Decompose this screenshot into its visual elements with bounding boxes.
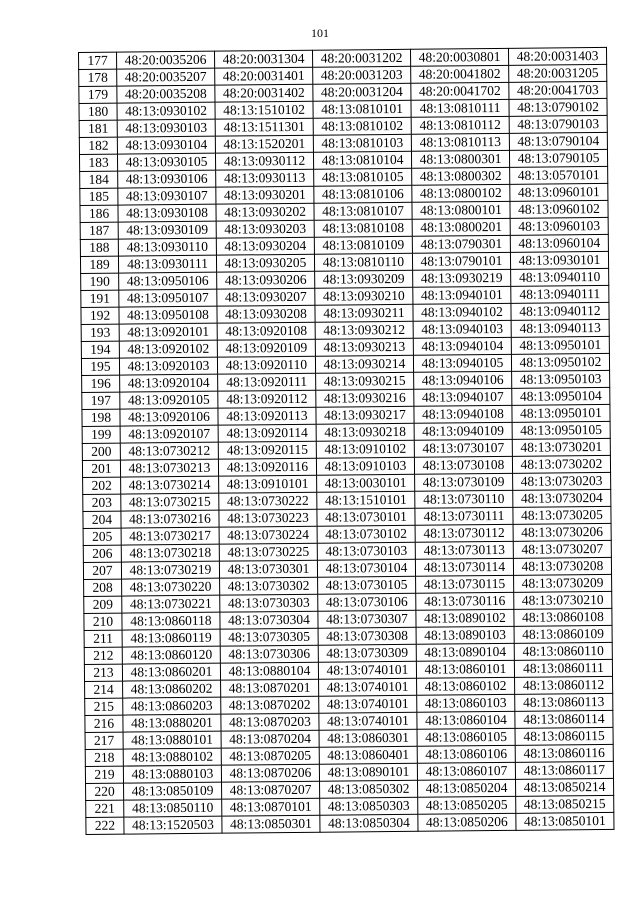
cadastral-number-cell: 48:13:0930204 — [216, 237, 314, 255]
cadastral-number-cell: 48:13:0740101 — [319, 712, 417, 730]
row-number: 196 — [82, 375, 120, 392]
cadastral-number-cell: 48:13:0800302 — [412, 167, 510, 185]
cadastral-number-cell: 48:13:0810107 — [314, 202, 412, 220]
row-number: 205 — [83, 528, 121, 545]
cadastral-number-cell: 48:13:0880102 — [123, 748, 221, 766]
cadastral-number-cell: 48:13:0810106 — [314, 185, 412, 203]
cadastral-number-cell: 48:13:0930217 — [316, 406, 414, 424]
cadastral-number-cell: 48:13:0730115 — [416, 575, 514, 593]
row-number: 221 — [86, 800, 124, 817]
cadastral-number-cell: 48:13:0910102 — [316, 440, 414, 458]
cadastral-number-cell: 48:13:0880201 — [123, 714, 221, 732]
cadastral-number-cell: 48:13:0850101 — [516, 812, 614, 830]
cadastral-number-cell: 48:13:0730224 — [219, 526, 317, 544]
cadastral-number-cell: 48:13:0940107 — [414, 388, 512, 406]
cadastral-number-cell: 48:20:0030801 — [410, 48, 508, 66]
cadastral-number-cell: 48:13:0740101 — [319, 695, 417, 713]
cadastral-number-cell: 48:13:0810113 — [411, 133, 509, 151]
cadastral-number-cell: 48:20:0031202 — [312, 49, 410, 67]
cadastral-number-cell: 48:13:0860118 — [122, 612, 220, 630]
cadastral-number-cell: 48:13:0730221 — [122, 595, 220, 613]
cadastral-number-cell: 48:13:0860116 — [515, 744, 613, 762]
cadastral-number-cell: 48:13:0940110 — [511, 268, 609, 286]
cadastral-number-cell: 48:13:0570101 — [510, 166, 608, 184]
cadastral-number-cell: 48:13:0930219 — [413, 269, 511, 287]
row-number: 209 — [84, 596, 122, 613]
cadastral-number-cell: 48:13:0950103 — [512, 370, 610, 388]
cadastral-number-cell: 48:13:0940101 — [413, 286, 511, 304]
cadastral-number-cell: 48:13:0930212 — [315, 321, 413, 339]
cadastral-number-cell: 48:13:0860111 — [514, 659, 612, 677]
cadastral-number-cell: 48:13:0850215 — [516, 795, 614, 813]
cadastral-number-cell: 48:13:0940111 — [511, 285, 609, 303]
cadastral-number-cell: 48:13:0870203 — [221, 713, 319, 731]
row-number: 211 — [84, 630, 122, 647]
cadastral-number-cell: 48:13:0930208 — [217, 305, 315, 323]
cadastral-number-cell: 48:13:0930109 — [118, 221, 216, 239]
cadastral-number-cell: 48:13:0930107 — [118, 187, 216, 205]
cadastral-number-cell: 48:13:0860106 — [417, 745, 515, 763]
cadastral-number-cell: 48:13:0930104 — [117, 136, 215, 154]
cadastral-number-cell: 48:13:1510101 — [317, 491, 415, 509]
cadastral-number-cell: 48:13:0730205 — [513, 506, 611, 524]
cadastral-number-cell: 48:13:0860108 — [514, 608, 612, 626]
cadastral-number-cell: 48:13:0810101 — [313, 100, 411, 118]
row-number: 195 — [81, 358, 119, 375]
cadastral-number-cell: 48:13:0930202 — [216, 203, 314, 221]
cadastral-number-cell: 48:13:0860103 — [417, 694, 515, 712]
cadastral-number-cell: 48:13:0730214 — [121, 476, 219, 494]
cadastral-number-cell: 48:13:0810109 — [314, 236, 412, 254]
cadastral-number-cell: 48:13:0870101 — [222, 798, 320, 816]
cadastral-number-cell: 48:13:0790105 — [509, 149, 607, 167]
cadastral-number-cell: 48:13:0930110 — [118, 238, 216, 256]
cadastral-number-cell: 48:13:0940109 — [414, 422, 512, 440]
cadastral-number-cell: 48:13:0800301 — [411, 150, 509, 168]
cadastral-number-cell: 48:13:0860101 — [416, 660, 514, 678]
cadastral-number-cell: 48:13:0810111 — [411, 99, 509, 117]
cadastral-number-cell: 48:13:0730215 — [121, 493, 219, 511]
cadastral-number-cell: 48:13:0730105 — [318, 576, 416, 594]
cadastral-number-cell: 48:13:0730112 — [415, 524, 513, 542]
cadastral-number-cell: 48:13:0870202 — [221, 696, 319, 714]
cadastral-number-cell: 48:13:0920103 — [119, 357, 217, 375]
cadastral-number-cell: 48:13:0920112 — [218, 390, 316, 408]
cadastral-number-cell: 48:13:0730307 — [318, 610, 416, 628]
cadastral-number-cell: 48:20:0031205 — [509, 64, 607, 82]
row-number: 190 — [81, 273, 119, 290]
cadastral-number-cell: 48:13:0730206 — [513, 523, 611, 541]
cadastral-number-cell: 48:13:0810103 — [313, 134, 411, 152]
cadastral-number-cell: 48:13:0730116 — [416, 592, 514, 610]
row-number: 210 — [84, 613, 122, 630]
row-number: 222 — [86, 817, 124, 834]
cadastral-number-cell: 48:13:0930210 — [315, 287, 413, 305]
cadastral-number-cell: 48:20:0031401 — [215, 67, 313, 85]
cadastral-number-cell: 48:13:0860401 — [319, 746, 417, 764]
cadastral-number-cell: 48:13:0960104 — [510, 234, 608, 252]
cadastral-number-cell: 48:13:0800102 — [412, 184, 510, 202]
cadastral-number-cell: 48:13:0930203 — [216, 220, 314, 238]
cadastral-number-cell: 48:13:0860112 — [515, 676, 613, 694]
cadastral-number-cell: 48:13:0860201 — [122, 663, 220, 681]
cadastral-number-cell: 48:13:0920104 — [120, 374, 218, 392]
cadastral-number-cell: 48:13:0930214 — [315, 355, 413, 373]
cadastral-number-cell: 48:13:0920109 — [217, 339, 315, 357]
cadastral-number-cell: 48:13:0930218 — [316, 423, 414, 441]
cadastral-number-cell: 48:13:0930112 — [215, 152, 313, 170]
cadastral-number-cell: 48:13:0950102 — [511, 353, 609, 371]
cadastral-number-cell: 48:13:0730309 — [318, 644, 416, 662]
cadastral-number-cell: 48:20:0031402 — [215, 84, 313, 102]
cadastral-number-cell: 48:13:0730304 — [220, 611, 318, 629]
cadastral-number-cell: 48:13:0850214 — [516, 778, 614, 796]
row-number: 198 — [82, 409, 120, 426]
cadastral-number-cell: 48:13:0860301 — [319, 729, 417, 747]
cadastral-number-cell: 48:20:0041802 — [411, 65, 509, 83]
cadastral-number-cell: 48:13:0730207 — [513, 540, 611, 558]
cadastral-number-cell: 48:13:0930113 — [216, 169, 314, 187]
cadastral-number-cell: 48:13:0930209 — [315, 270, 413, 288]
cadastral-number-cell: 48:13:0960102 — [510, 200, 608, 218]
cadastral-number-cell: 48:13:0730204 — [513, 489, 611, 507]
cadastral-number-cell: 48:13:0850204 — [418, 779, 516, 797]
cadastral-number-cell: 48:13:0730102 — [317, 525, 415, 543]
cadastral-number-cell: 48:13:0950104 — [512, 387, 610, 405]
cadastral-number-cell: 48:13:0930215 — [316, 372, 414, 390]
cadastral-number-cell: 48:13:0730216 — [121, 510, 219, 528]
cadastral-number-cell: 48:13:0730301 — [219, 560, 317, 578]
cadastral-number-cell: 48:13:0930105 — [117, 153, 215, 171]
cadastral-number-cell: 48:13:0730218 — [121, 544, 219, 562]
cadastral-number-cell: 48:13:0920107 — [120, 425, 218, 443]
cadastral-number-cell: 48:13:0730108 — [414, 456, 512, 474]
cadastral-number-cell: 48:13:0930101 — [510, 251, 608, 269]
cadastral-number-cell: 48:20:0035208 — [117, 85, 215, 103]
cadastral-number-cell: 48:13:0800101 — [412, 201, 510, 219]
cadastral-number-cell: 48:13:0800201 — [412, 218, 510, 236]
cadastral-number-cell: 48:13:0730302 — [220, 577, 318, 595]
cadastral-number-cell: 48:13:0730209 — [514, 574, 612, 592]
cadastral-number-cell: 48:13:0930213 — [315, 338, 413, 356]
cadastral-number-cell: 48:13:0910101 — [219, 475, 317, 493]
cadastral-number-cell: 48:13:0960101 — [510, 183, 608, 201]
row-number: 207 — [83, 562, 121, 579]
cadastral-number-cell: 48:13:0930207 — [217, 288, 315, 306]
cadastral-number-cell: 48:13:0950101 — [512, 404, 610, 422]
cadastral-number-cell: 48:13:0950106 — [119, 272, 217, 290]
cadastral-number-cell: 48:13:0930111 — [118, 255, 216, 273]
row-number: 212 — [84, 647, 122, 664]
cadastral-number-cell: 48:13:0870206 — [221, 764, 319, 782]
cadastral-number-cell: 48:13:0730114 — [415, 558, 513, 576]
cadastral-number-cell: 48:13:0810104 — [313, 151, 411, 169]
cadastral-number-cell: 48:13:0730308 — [318, 627, 416, 645]
cadastral-number-cell: 48:13:0890104 — [416, 643, 514, 661]
cadastral-numbers-table — [78, 47, 614, 835]
cadastral-number-cell: 48:13:0850110 — [124, 799, 222, 817]
cadastral-number-cell: 48:13:0930108 — [118, 204, 216, 222]
cadastral-number-cell: 48:13:0880104 — [220, 662, 318, 680]
cadastral-number-cell: 48:13:0920111 — [218, 373, 316, 391]
cadastral-number-cell: 48:13:0950107 — [119, 289, 217, 307]
row-number: 186 — [80, 205, 118, 222]
cadastral-number-cell: 48:13:1510102 — [215, 101, 313, 119]
cadastral-number-cell: 48:13:0870205 — [221, 747, 319, 765]
cadastral-number-cell: 48:13:0860109 — [514, 625, 612, 643]
cadastral-number-cell: 48:13:0860120 — [122, 646, 220, 664]
cadastral-number-cell: 48:13:0880101 — [123, 731, 221, 749]
cadastral-number-cell: 48:13:0930201 — [216, 186, 314, 204]
cadastral-number-cell: 48:13:0730223 — [219, 509, 317, 527]
row-number: 197 — [82, 392, 120, 409]
cadastral-number-cell: 48:13:0860203 — [123, 697, 221, 715]
cadastral-number-cell: 48:13:0920108 — [217, 322, 315, 340]
cadastral-number-cell: 48:13:0940102 — [413, 303, 511, 321]
cadastral-number-cell: 48:13:0930206 — [217, 271, 315, 289]
cadastral-number-cell: 48:13:0860202 — [123, 680, 221, 698]
cadastral-number-cell: 48:13:0940106 — [414, 371, 512, 389]
cadastral-number-cell: 48:13:0730210 — [514, 591, 612, 609]
cadastral-number-cell: 48:13:0810110 — [314, 253, 412, 271]
cadastral-number-cell: 48:13:0730220 — [122, 578, 220, 596]
row-number: 189 — [80, 256, 118, 273]
cadastral-number-cell: 48:13:0730222 — [219, 492, 317, 510]
cadastral-number-cell: 48:13:0790104 — [509, 132, 607, 150]
cadastral-number-cell: 48:13:0940103 — [413, 320, 511, 338]
cadastral-number-cell: 48:13:0030101 — [317, 474, 415, 492]
cadastral-number-cell: 48:13:0860104 — [417, 711, 515, 729]
cadastral-number-cell: 48:13:0940108 — [414, 405, 512, 423]
cadastral-number-cell: 48:13:0850304 — [320, 814, 418, 832]
cadastral-number-cell: 48:13:0870201 — [221, 679, 319, 697]
cadastral-number-cell: 48:13:1511301 — [215, 118, 313, 136]
cadastral-number-cell: 48:13:1520201 — [215, 135, 313, 153]
cadastral-number-cell: 48:13:0940112 — [511, 302, 609, 320]
cadastral-number-cell: 48:13:0790102 — [509, 98, 607, 116]
cadastral-number-cell: 48:13:0730202 — [512, 455, 610, 473]
row-number: 191 — [81, 290, 119, 307]
cadastral-number-cell: 48:13:0890102 — [416, 609, 514, 627]
row-number: 203 — [83, 494, 121, 511]
cadastral-number-cell: 48:13:0730103 — [317, 542, 415, 560]
row-number: 181 — [79, 120, 117, 137]
cadastral-number-cell: 48:13:0790101 — [412, 252, 510, 270]
row-number: 182 — [79, 137, 117, 154]
row-number: 215 — [85, 698, 123, 715]
cadastral-number-cell: 48:13:0890103 — [416, 626, 514, 644]
page-number: 101 — [311, 26, 329, 40]
cadastral-number-cell: 48:13:0810105 — [314, 168, 412, 186]
cadastral-number-cell: 48:13:0860105 — [417, 728, 515, 746]
cadastral-number-cell: 48:13:0730217 — [121, 527, 219, 545]
row-number: 204 — [83, 511, 121, 528]
cadastral-number-cell: 48:13:0810108 — [314, 219, 412, 237]
cadastral-number-cell: 48:13:0850205 — [418, 796, 516, 814]
cadastral-number-cell: 48:13:0730104 — [317, 559, 415, 577]
row-number: 218 — [85, 749, 123, 766]
row-number: 201 — [82, 460, 120, 477]
cadastral-number-cell: 48:13:0860119 — [122, 629, 220, 647]
row-number: 199 — [82, 426, 120, 443]
row-number: 187 — [80, 222, 118, 239]
cadastral-number-cell: 48:13:0790301 — [412, 235, 510, 253]
row-number: 184 — [80, 171, 118, 188]
row-number: 217 — [85, 732, 123, 749]
cadastral-number-cell: 48:20:0031304 — [214, 50, 312, 68]
row-number: 208 — [84, 579, 122, 596]
cadastral-number-cell: 48:13:0920101 — [119, 323, 217, 341]
cadastral-number-cell: 48:13:0930216 — [316, 389, 414, 407]
cadastral-number-cell: 48:13:0730109 — [415, 473, 513, 491]
cadastral-number-cell: 48:13:0810102 — [313, 117, 411, 135]
cadastral-number-cell: 48:13:0730306 — [220, 645, 318, 663]
cadastral-number-cell: 48:13:0960103 — [510, 217, 608, 235]
cadastral-number-cell: 48:13:0850303 — [320, 797, 418, 815]
cadastral-number-cell: 48:20:0031403 — [508, 47, 606, 65]
cadastral-number-cell: 48:20:0041702 — [411, 82, 509, 100]
cadastral-number-cell: 48:13:0910103 — [316, 457, 414, 475]
cadastral-number-cell: 48:13:0730201 — [512, 438, 610, 456]
row-number: 194 — [81, 341, 119, 358]
cadastral-number-cell: 48:13:0730107 — [414, 439, 512, 457]
cadastral-number-cell: 48:13:0730113 — [415, 541, 513, 559]
cadastral-number-cell: 48:13:0730225 — [219, 543, 317, 561]
cadastral-number-cell: 48:13:0930103 — [117, 119, 215, 137]
cadastral-number-cell: 48:13:0850302 — [320, 780, 418, 798]
row-number: 180 — [79, 103, 117, 120]
cadastral-number-cell: 48:20:0031203 — [313, 66, 411, 84]
cadastral-number-cell: 48:13:0850206 — [418, 813, 516, 831]
cadastral-number-cell: 48:13:0870204 — [221, 730, 319, 748]
cadastral-number-cell: 48:13:0920105 — [120, 391, 218, 409]
cadastral-number-cell: 48:13:0920102 — [119, 340, 217, 358]
cadastral-number-cell: 48:13:0860117 — [515, 761, 613, 779]
cadastral-number-cell: 48:13:0860107 — [417, 762, 515, 780]
cadastral-number-cell: 48:13:0920114 — [218, 424, 316, 442]
cadastral-number-cell: 48:13:0730106 — [318, 593, 416, 611]
row-number: 200 — [82, 443, 120, 460]
cadastral-number-cell: 48:13:0930102 — [117, 102, 215, 120]
cadastral-number-cell: 48:13:1520503 — [124, 816, 222, 834]
row-number: 193 — [81, 324, 119, 341]
cadastral-number-cell: 48:13:0920113 — [218, 407, 316, 425]
cadastral-number-cell: 48:13:0730111 — [415, 507, 513, 525]
cadastral-number-cell: 48:13:0730219 — [121, 561, 219, 579]
cadastral-number-cell: 48:13:0930106 — [118, 170, 216, 188]
row-number: 216 — [85, 715, 123, 732]
cadastral-number-cell: 48:20:0035207 — [117, 68, 215, 86]
cadastral-number-cell: 48:13:0950105 — [512, 421, 610, 439]
row-number: 178 — [79, 69, 117, 86]
cadastral-number-cell: 48:13:0950101 — [511, 336, 609, 354]
row-number: 206 — [83, 545, 121, 562]
cadastral-number-cell: 48:13:0730203 — [513, 472, 611, 490]
cadastral-number-cell: 48:13:0860115 — [515, 727, 613, 745]
cadastral-number-cell: 48:13:0740101 — [319, 678, 417, 696]
cadastral-number-cell: 48:13:0920106 — [120, 408, 218, 426]
row-number: 202 — [83, 477, 121, 494]
cadastral-number-cell: 48:13:0740101 — [318, 661, 416, 679]
row-number: 179 — [79, 86, 117, 103]
cadastral-number-cell: 48:13:0850109 — [124, 782, 222, 800]
row-number: 192 — [81, 307, 119, 324]
cadastral-number-cell: 48:13:0730208 — [513, 557, 611, 575]
cadastral-number-cell: 48:13:0880103 — [123, 765, 221, 783]
cadastral-number-cell: 48:13:0730303 — [220, 594, 318, 612]
row-number: 219 — [85, 766, 123, 783]
row-number: 177 — [79, 52, 117, 69]
cadastral-number-cell: 48:13:0930205 — [216, 254, 314, 272]
cadastral-number-cell: 48:13:0940113 — [511, 319, 609, 337]
row-number: 188 — [80, 239, 118, 256]
cadastral-number-cell: 48:13:0860110 — [514, 642, 612, 660]
row-number: 183 — [79, 154, 117, 171]
cadastral-number-cell: 48:13:0850301 — [222, 815, 320, 833]
row-number: 213 — [84, 664, 122, 681]
cadastral-number-cell: 48:13:0890101 — [319, 763, 417, 781]
cadastral-number-cell: 48:13:0920115 — [218, 441, 316, 459]
cadastral-number-cell: 48:13:0860113 — [515, 693, 613, 711]
row-number: 214 — [85, 681, 123, 698]
cadastral-number-cell: 48:13:0920110 — [217, 356, 315, 374]
cadastral-number-cell: 48:13:0790103 — [509, 115, 607, 133]
cadastral-number-cell: 48:13:0860102 — [417, 677, 515, 695]
cadastral-number-cell: 48:13:0950108 — [119, 306, 217, 324]
cadastral-number-cell: 48:20:0035206 — [117, 51, 215, 69]
row-number: 185 — [80, 188, 118, 205]
cadastral-number-cell: 48:13:0730305 — [220, 628, 318, 646]
cadastral-number-cell: 48:13:0860114 — [515, 710, 613, 728]
cadastral-number-cell: 48:13:0930211 — [315, 304, 413, 322]
cadastral-number-cell: 48:13:0810112 — [411, 116, 509, 134]
table-body — [79, 47, 614, 834]
cadastral-number-cell: 48:13:0730212 — [120, 442, 218, 460]
cadastral-number-cell: 48:13:0940104 — [413, 337, 511, 355]
cadastral-number-cell: 48:13:0870207 — [222, 781, 320, 799]
cadastral-number-cell: 48:20:0041703 — [509, 81, 607, 99]
cadastral-number-cell: 48:20:0031204 — [313, 83, 411, 101]
cadastral-number-cell: 48:13:0920116 — [218, 458, 316, 476]
cadastral-number-cell: 48:13:0940105 — [413, 354, 511, 372]
cadastral-number-cell: 48:13:0730101 — [317, 508, 415, 526]
row-number: 220 — [86, 783, 124, 800]
cadastral-number-cell: 48:13:0730213 — [120, 459, 218, 477]
cadastral-number-cell: 48:13:0730110 — [415, 490, 513, 508]
